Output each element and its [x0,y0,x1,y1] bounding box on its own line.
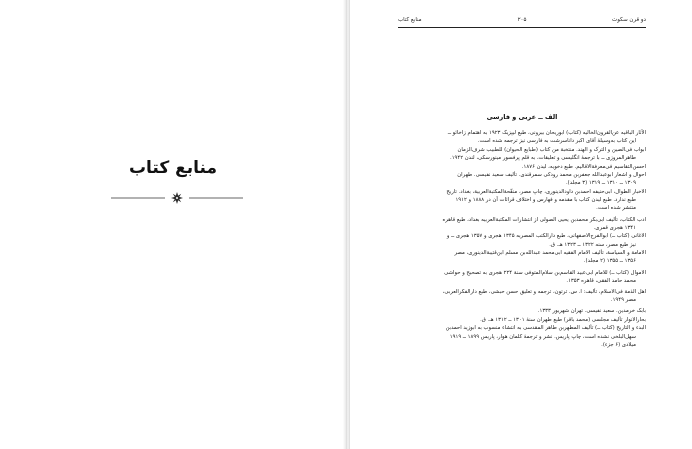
bibliography-entry [398,232,646,248]
bibliography-entry [398,163,646,171]
running-head-chapter: منابع کتاب [398,17,422,23]
bibliography-entry [398,307,646,315]
entry-line: میلادی (۶ جزء). [601,341,636,348]
entry-line: این کتاب به‌وسیلهٔ آقای اکبر داناسرشت به فارسی نیز ترجمه شده است. [477,138,636,145]
entry-line: طاهرالمروزی ــ با ترجمهٔ انگلیسی و تعلیقات، به قلم پرفسور مینورسکی، لندن ۱۹۴۲. [450,154,636,161]
entry-line: ۱۳۴۱ هجری قمری. [593,224,636,231]
entry-line: ۱۳۰۹ ــ ۱۳۱۰ ــ ۱۳۱۹ (۳ مجلد). [566,180,636,187]
entry-line: بحارالانوار تألیف مجلسی (محمد باقر) طبع طهران سنهٔ ۱۳۰۱ ــ ۱۳۱۲ هـ. ق. [480,316,646,323]
entry-line: اهل الذمة فی‌الاسلام، تألیف: ا. س. ترتون، ترجمه و تعلیق حسن حبشی، طبع دارالفکرالعربی، [442,288,646,295]
entry-line: احسن‌التقاسیم فی‌معرفة‌الاقالیم. طبع دخویه، لیدن ۱۸۷۶. [521,163,646,170]
section-heading: الف ــ عربی و فارسی [486,113,558,121]
entry-line: الآثار الباقیه عن‌القرون‌الخالیه (کتاب) ابوریحان بیرونی، طبع لیپزیک ۱۹۲۳ به اهتمام زاخائو ــ [447,130,646,136]
running-head-book-title: دو قرن سکوت [612,17,646,23]
entry-line: منتشر شده است. [596,205,636,212]
entry-line: البدء و التاریخ (کتاب ــ) تألیف المطهربن طاهر المقدسی به انتشاء منسوب به ابوزید احمدبن [445,325,646,332]
bibliography-entry [398,316,646,324]
entry-line: ۱۳۵۶ ــ ۱۳۵۵ (۲ مجلد). [583,258,636,265]
bibliography-entry [398,249,646,265]
entry-line: احوال و اشعار ابوعبدالله جعفربن محمد رودکی سمرقندی. تألیف سعید نفیسی. طهران [457,172,646,179]
entry-line: الاغانی (کتاب ــ) ابوالفرج‌الاصفهانی، طبع دارالکتب المصریه ۱۳۴۵ هجری و ۱۳۵۷ هجری ــ و [446,233,646,240]
bibliography-list [398,129,646,349]
running-head [398,17,646,28]
entry-line: سهل‌البلخی نشده است، چاپ پاریس. نشر و ترجمهٔ کلمان هوار، پاریس ۱۸۹۹ ــ ۱۹۱۹ [449,333,636,340]
entry-line: الامامة و السیاسة، تألیف الامام الفقیه ابی‌محمد عبدالله‌بن مسلم ابن‌قتیبة‌الدینوری، مصر [454,250,646,257]
bibliography-entry [398,216,646,232]
entry-line: محمد حامد الفقی، قاهره ۱۳۵۳. [566,277,636,284]
bibliography-entry [398,146,646,162]
page-number: ۲۰۵ [517,17,527,23]
bibliography-entry [398,288,646,304]
chapter-title: منابع کتاب [128,158,218,178]
entry-line: الاخبار الطوال، ابی‌حنیفه احمدبن داودالدینوری، چاپ مصر، منقّحة‌المکتبة‌العربیة، بغداد. تاریخ [446,189,646,196]
bibliography-entry [398,324,646,348]
ornament-divider-icon [111,191,243,205]
entry-line: طبع ندارد. طبع لیدن کتاب با مقدمه و فهارس و اختلاف قرائات آن در ۱۸۸۸ و ۱۹۱۲ [455,197,636,204]
entry-line: ادب الکتاب، تألیف ابی‌بکر محمدبن یحیی الصولی از انتشارات المکتبة‌العربیه بغداد، طبع قاهره [442,216,646,223]
entry-line: نیز طبع مصر، سنه ۱۳۲۲ ــ ۱۳۲۳ هـ. ق. [549,241,636,248]
bibliography-entry [398,171,646,187]
bibliography-entry [398,129,646,145]
bibliography-entry [398,269,646,285]
entry-line: الاموال (کتاب ــ) للامام ابی‌عبید القاسم‌بن سلام‌المتوفی سنة ۲۲۴ هجری به تصحیح و حواشی [444,269,646,276]
entry-line: ابواب فی‌الصین و الترک و الهند. منتخبة من کتاب (طبایع الحیوان) للطبیب شرف‌الزمان [457,146,646,153]
entry-line: مصر ۱۹۴۹. [610,296,636,303]
bibliography-entry [398,188,646,212]
entry-line: بابک خرمدین. سعید نفیسی. تهران شهریور ۱۳۳۳. [537,308,646,315]
